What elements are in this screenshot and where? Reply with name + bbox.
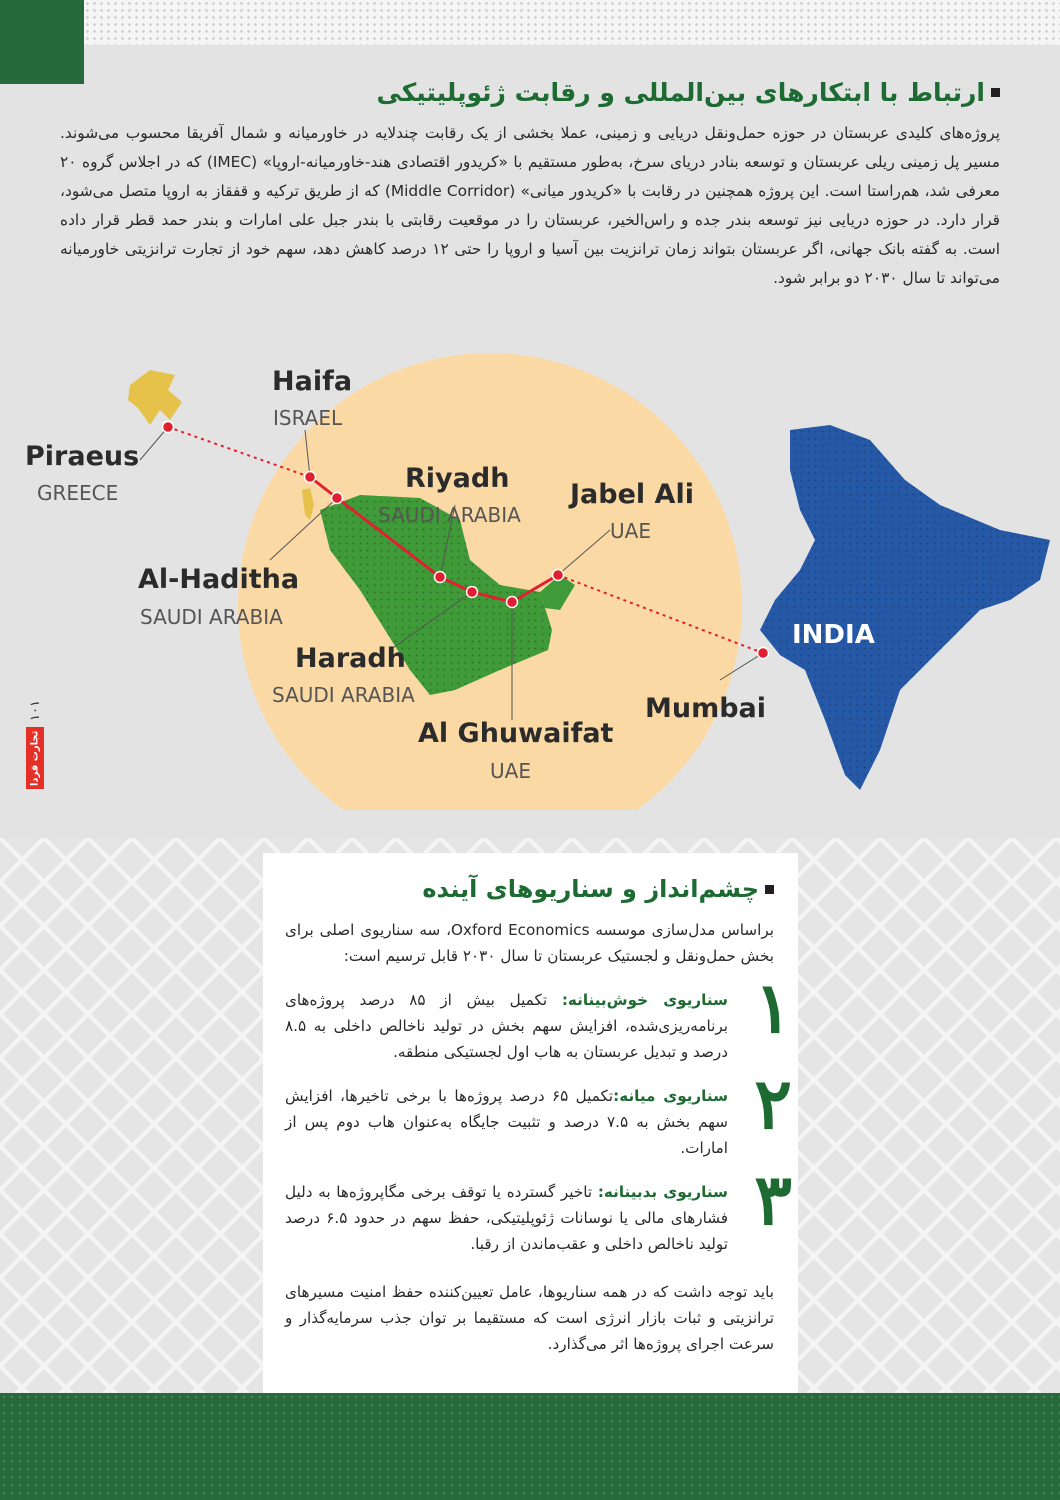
magazine-logo: تجارت فردا [26,727,44,789]
label-haditha-country: SAUDI ARABIA [140,605,283,629]
map-svg [0,330,1060,810]
sea-route-west [168,427,310,477]
label-al-haditha: Al-Haditha [138,564,300,595]
scenario-2 [285,1062,792,1161]
side-page-info [20,700,50,795]
riyadh-point [435,572,446,583]
label-uae-2: UAE [490,759,531,783]
heading-bullet-icon [765,885,774,894]
scenarios-closing: باید توجه داشت که در همه سناریوها، عامل تعیین‌کننده حفظ امنیت مسیرهای ترانزیتی و ثبات بازار انرژی است که مستقیما بر توان جذب سرمایه‌گذار و سرعت اجرای پروژه‌ها اثر می‌گذارد. [285,1283,774,1353]
top-dotted-strip [0,0,1060,45]
scenarios-heading: چشم‌انداز و سناریوهای آینده [285,875,774,903]
piraeus-point [163,422,174,433]
label-riyadh: Riyadh [405,463,510,494]
scenario-text: سناریوی خوش‌بینانه: تکمیل بیش از ۸۵ درصد پروژه‌های برنامه‌ریزی‌شده، افزایش سهم بخش در تولید ناخالص داخلی به ۸.۵ درصد و تبدیل عربستان به هاب اول لجستیکی منطقه. [285,991,728,1061]
haifa-point [305,472,316,483]
label-haradh: Haradh [295,643,406,674]
scenario-text: سناریوی میانه:تکمیل ۶۵ درصد پروژه‌ها با برخی تاخیرها، افزایش سهم بخش به ۷.۵ درصد و تثبیت جایگاه به‌عنوان هاب دوم پس از امارات. [285,1087,728,1157]
haditha-point [332,493,343,504]
label-india: INDIA [792,620,875,650]
scenario-number: ۳ [754,1158,792,1241]
label-al-ghuwaifat: Al Ghuwaifat [418,718,614,749]
section-geopolitics [60,78,1000,293]
jebel-ali-point [553,570,564,581]
scenario-text: سناریوی بدبینانه: تاخیر گسترده یا توقف برخی مگاپروژه‌ها به دلیل فشارهای مالی یا نوسانات ژئوپلیتیکی، حفظ سهم در حدود ۶.۵ درصد تولید ناخالص داخلی و عقب‌ماندن از رقبا. [285,1183,729,1253]
label-mumbai: Mumbai [645,693,767,724]
section-heading: ارتباط با ابتکارهای بین‌المللی و رقابت ژئوپلیتیکی [60,78,1000,107]
page-number: ۱۰۱ [27,700,43,721]
label-greece: GREECE [37,481,119,505]
label-haifa: Haifa [272,366,353,397]
label-piraeus: Piraeus [25,441,140,472]
corridor-map [0,330,1060,810]
label-haradh-country: SAUDI ARABIA [272,683,415,707]
scenario-number: ۲ [754,1062,792,1145]
label-uae-1: UAE [610,519,651,543]
bottom-green-band [0,1393,1060,1500]
scenarios-intro: براساس مدل‌سازی موسسه Oxford Economics، سه سناریوی اصلی برای بخش حمل‌ونقل و لجستیک عربستان تا سال ۲۰۳۰ قابل ترسیم است: [285,921,774,965]
green-corner-block [0,0,84,84]
section-body: پروژه‌های کلیدی عربستان در حوزه حمل‌ونقل دریایی و زمینی، عملا بخشی از یک رقابت چندلایه در خاورمیانه و شمال آفریقا محسوب می‌شوند. مسیر پل زمینی ریلی عربستان و توسعه بنادر دریای سرخ، به‌طور مستقیم با «کریدور اقتصادی هند-خاورمیانه-اروپا» (IMEC) که در اجلاس گروه ۲۰ معرفی شد، هم‌راستا است. این پروژه همچنین در رقابت با «کریدور میانی» (Middle Corridor) که از طریق ترکیه و قفقاز به اروپا متصل می‌شود، قرار دارد. در حوزه دریایی نیز توسعه بندر جده و راس‌الخیر، عربستان را در موقعیت رقابتی با بندر جبل علی امارات و بندر حمد قطر قرار داده است. به گفته بانک جهانی، اگر عربستان بتواند زمان ترانزیت بین آسیا و اروپا را حتی ۱۲ درصد کاهش دهد، سهم خود از تجارت ترانزیتی خاورمیانه می‌تواند تا سال ۲۰۳۰ دو برابر شود. [60,124,1001,287]
scenario-3 [285,1158,792,1257]
scenario-1 [285,966,792,1065]
label-riyadh-country: SAUDI ARABIA [378,503,521,527]
scenario-number: ۱ [754,966,792,1049]
haradh-point [467,587,478,598]
label-israel: ISRAEL [273,406,343,430]
mumbai-point [758,648,769,659]
label-jebel-ali: Jabel Ali [570,479,694,510]
scenarios-card [263,853,798,1393]
heading-bullet-icon [991,88,1000,97]
ghuwaifat-point [507,597,518,608]
greece-shape [128,370,182,425]
